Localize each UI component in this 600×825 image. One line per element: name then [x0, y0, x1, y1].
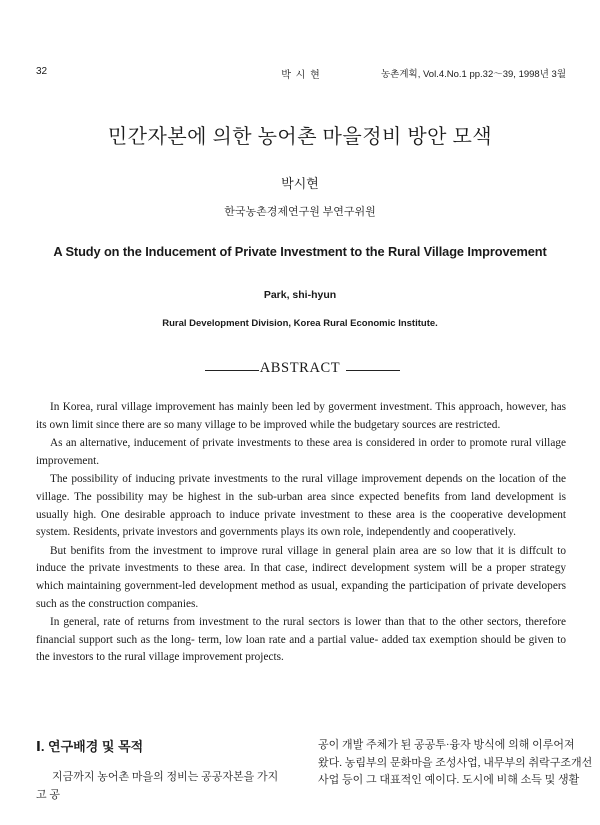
author-name-korean: 박시현	[281, 176, 319, 191]
affiliation-english: Rural Development Division, Korea Rural Economic Institute.	[162, 318, 438, 329]
affiliation-korean: 한국농촌경제연구원 부연구위원	[224, 206, 376, 218]
abstract-paragraph: But benifits from the investment to improve rural village in general plain area are so low that it is diffcult to induce the private investments to these area. In that case, indirect development system will be a proper strategy which maintaining government-led development method as usual, expanding the participation of private developers such as the construction companies.	[36, 544, 566, 610]
right-column-text	[318, 737, 593, 790]
page-number: 32	[36, 66, 48, 77]
left-column-text: 지금까지 농어촌 마을의 정비는 공공자본을 가지고 공	[36, 771, 279, 801]
section-heading: Ⅰ. 연구배경 및 목적	[36, 739, 144, 754]
abstract-paragraph: As an alternative, inducement of private investments to these area is considered in order to promote rural village improvement.	[36, 437, 566, 467]
paper-title-korean: 민간자본에 의한 농어촌 마을정비 방안 모색	[107, 126, 493, 148]
running-header	[36, 66, 566, 80]
header-author: 박 시 현	[281, 70, 321, 81]
abstract-paragraph: In Korea, rural village improvement has mainly been led by goverment investment. This approach, however, has its own limit since there are so many village to be improved while the budgetary sources are restricted.	[36, 401, 566, 431]
abstract-rule-right	[346, 370, 400, 371]
text-line: 공이 개발 주체가 된 공공투·융자 방식에 의해 이루어져	[318, 739, 575, 751]
paper-title-english: A Study on the Inducement of Private Investment to the Rural Village Improvement	[53, 244, 547, 259]
journal-citation: 농촌계획, Vol.4.No.1 pp.32～39, 1998년 3월	[381, 69, 566, 80]
author-name-english: Park, shi-hyun	[263, 289, 337, 301]
abstract-body	[36, 399, 566, 668]
text-line: 왔다. 농림부의 문화마을 조성사업, 내무부의 취락구조개선	[318, 756, 593, 769]
text-line: 사업 등이 그 대표적인 예이다. 도시에 비해 소득 및 생활	[318, 774, 580, 786]
abstract-paragraph: The possibility of inducing private investments to the rural village improvement depends on the location of the village. The possibility may be highest in the sub-urban area since expected benefits from land development is usually high. One desirable approach to induce private investment to these area is the cooperative development system. Residents, private investors and governments plays its own role, independently and cooperatively.	[36, 473, 566, 539]
abstract-heading: ABSTRACT	[259, 360, 341, 376]
abstract-paragraph: In general, rate of returns from investment to the rural sectors is lower than that to the other sectors, therefore financial support such as the long- term, low loan rate and a partial value- added tax exemption should be given to the investors to the rural village improvement projects.	[36, 616, 566, 664]
